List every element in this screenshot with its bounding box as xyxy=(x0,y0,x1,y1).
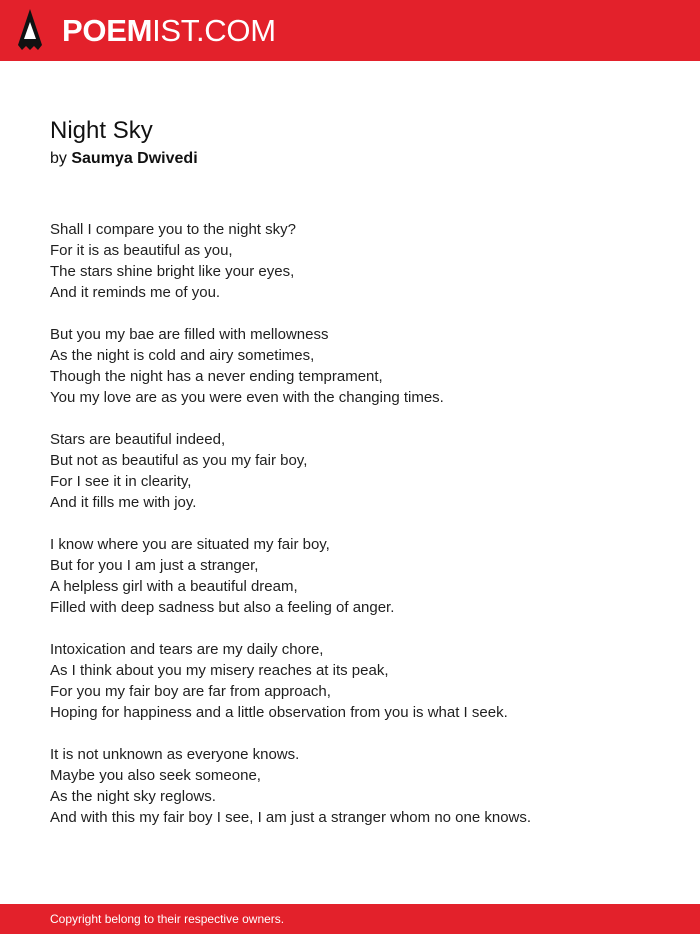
by-label: by xyxy=(50,150,67,167)
poem-line: For you my fair boy are far from approach, xyxy=(50,683,331,700)
poem-line: As I think about you my misery reaches at its peak, xyxy=(50,662,389,679)
byline xyxy=(50,149,198,169)
poem-line: Maybe you also seek someone, xyxy=(50,767,261,784)
poem-line: For I see it in clearity, xyxy=(50,473,192,490)
author-name: Saumya Dwivedi xyxy=(71,150,198,167)
poem-line: But for you I am just a stranger, xyxy=(50,557,259,574)
poem-line: And with this my fair boy I see, I am just a stranger whom no one knows. xyxy=(50,809,532,826)
poem-line: You my love are as you were even with the changing times. xyxy=(50,389,444,406)
poem-line: And it fills me with joy. xyxy=(50,494,197,511)
stanza xyxy=(50,744,670,828)
logo-bold-text: POEM xyxy=(62,13,153,48)
poem-line: And it reminds me of you. xyxy=(50,284,221,301)
poem-title: Night Sky xyxy=(50,117,153,144)
poem-line: But not as beautiful as you my fair boy, xyxy=(50,452,308,469)
site-logo[interactable] xyxy=(62,13,276,49)
poem-body xyxy=(50,219,670,849)
poem-line: But you my bae are filled with mellowness xyxy=(50,326,329,343)
stanza xyxy=(50,324,670,408)
poem-line: For it is as beautiful as you, xyxy=(50,242,233,259)
stanza xyxy=(50,639,670,723)
poem-line: Though the night has a never ending temprament, xyxy=(50,368,383,385)
pencil-tip-icon xyxy=(18,9,42,51)
poem-line: Intoxication and tears are my daily chore, xyxy=(50,641,324,658)
stanza xyxy=(50,429,670,513)
logo-thin-text: IST.COM xyxy=(152,13,276,48)
poem-line: The stars shine bright like your eyes, xyxy=(50,263,295,280)
poem-line: Shall I compare you to the night sky? xyxy=(50,221,296,238)
stanza xyxy=(50,219,670,303)
site-footer xyxy=(0,904,700,934)
poem-line: As the night is cold and airy sometimes, xyxy=(50,347,315,364)
site-header xyxy=(0,0,700,61)
poem-line: As the night sky reglows. xyxy=(50,788,216,805)
poem-line: It is not unknown as everyone knows. xyxy=(50,746,300,763)
poem-line: Stars are beautiful indeed, xyxy=(50,431,226,448)
poem-line: I know where you are situated my fair boy, xyxy=(50,536,330,553)
poem-line: Hoping for happiness and a little observation from you is what I seek. xyxy=(50,704,508,721)
copyright-notice: Copyright belong to their respective owners. xyxy=(50,912,285,926)
poem-line: A helpless girl with a beautiful dream, xyxy=(50,578,298,595)
stanza xyxy=(50,534,670,618)
poem-line: Filled with deep sadness but also a feeling of anger. xyxy=(50,599,395,616)
